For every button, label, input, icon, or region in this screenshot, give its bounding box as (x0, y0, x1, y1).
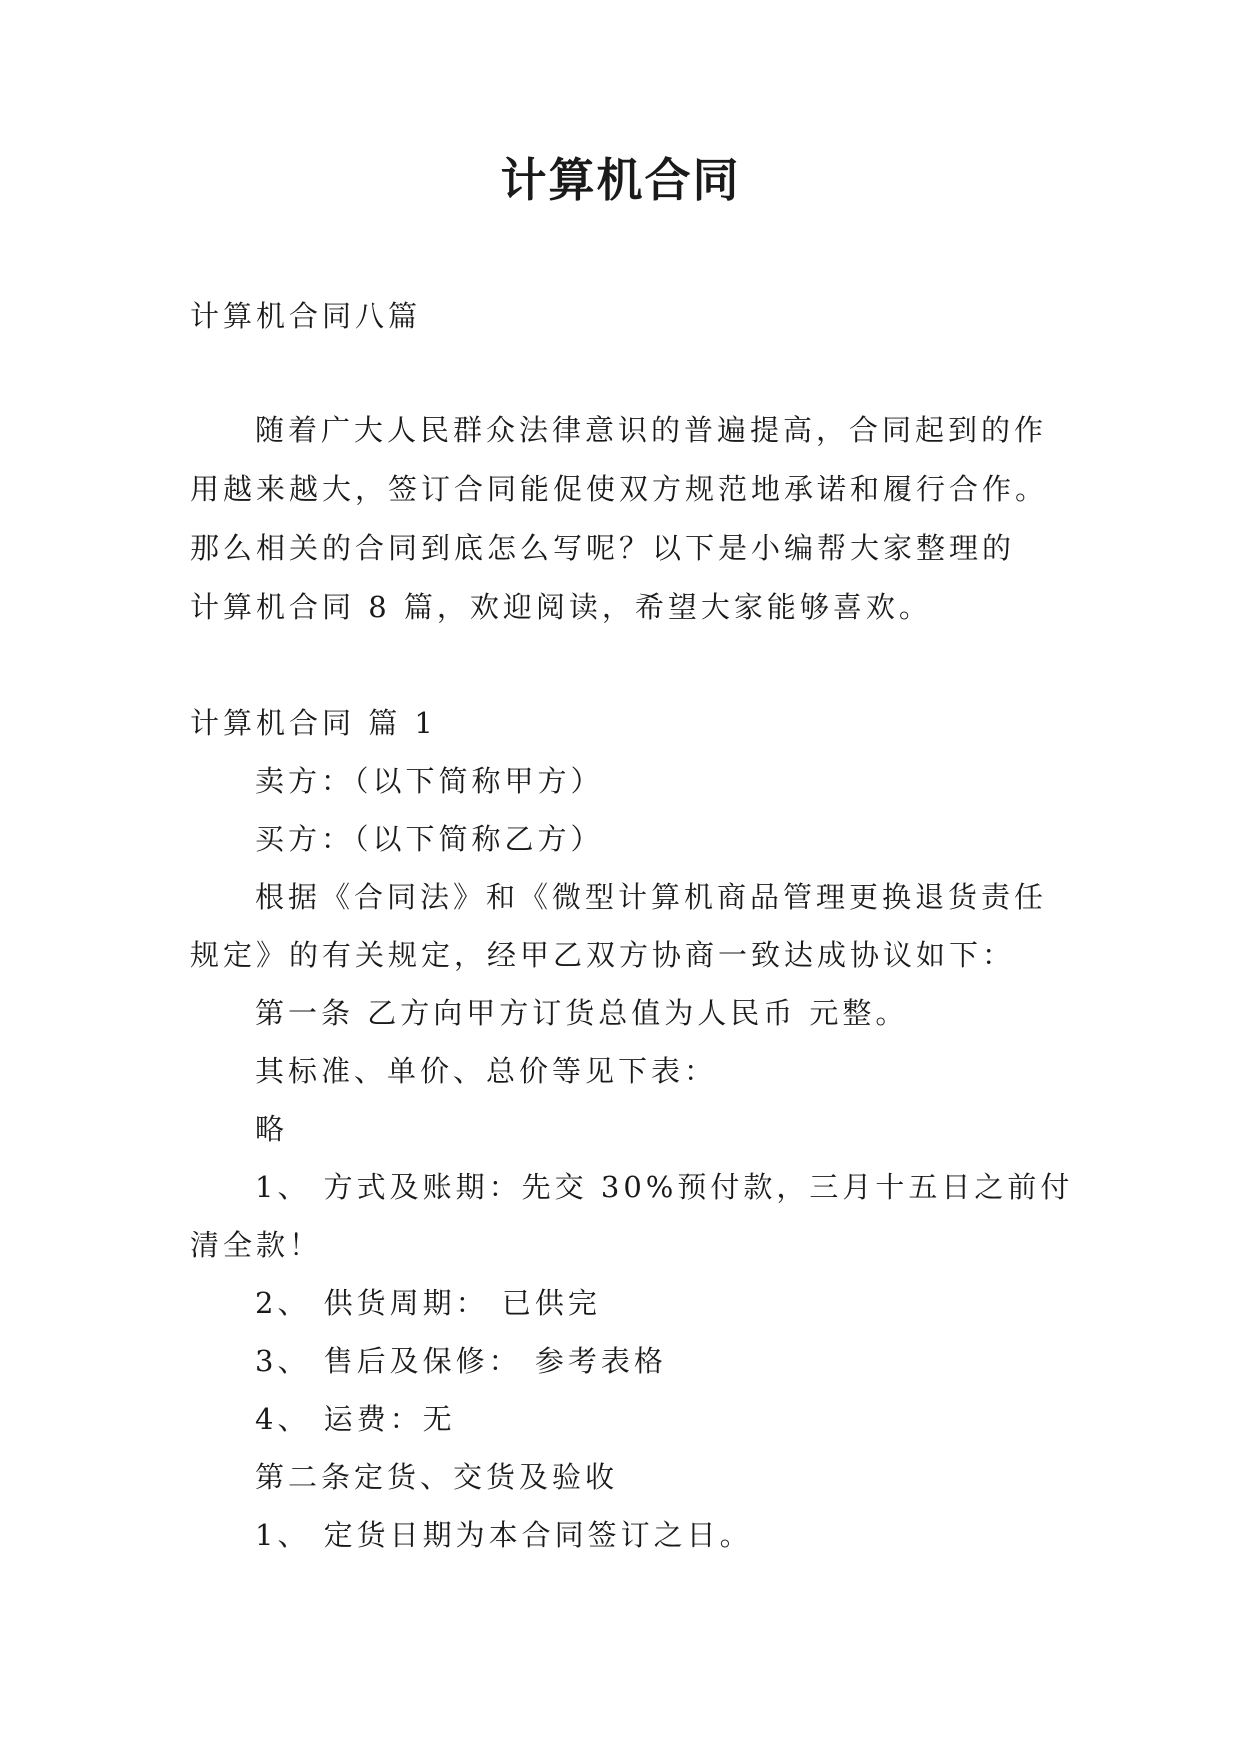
intro-line-4: 计算机合同 8 篇，欢迎阅读，希望大家能够喜欢。 (190, 590, 932, 624)
document-subtitle: 计算机合同八篇 (190, 299, 422, 333)
item-4-line: 4、 运费：无 (255, 1402, 456, 1436)
buyer-line: 买方：（以下简称乙方） (255, 822, 604, 856)
section-heading: 计算机合同 篇 1 (190, 706, 437, 740)
article-1-line: 第一条 乙方向甲方订货总值为人民币 元整。 (255, 996, 909, 1030)
article-2-item-1: 1、 定货日期为本合同签订之日。 (255, 1518, 753, 1552)
item-1-line-2: 清全款！ (190, 1228, 323, 1262)
omitted-line: 略 (255, 1112, 289, 1146)
basis-line-1: 根据《合同法》和《微型计算机商品管理更换退货责任 (255, 880, 1048, 914)
document-title: 计算机合同 (500, 153, 741, 207)
standard-line: 其标准、单价、总价等见下表： (255, 1054, 718, 1088)
intro-line-1: 随着广大人民群众法律意识的普遍提高，合同起到的作 (255, 413, 1048, 447)
intro-line-3: 那么相关的合同到底怎么写呢？以下是小编帮大家整理的 (190, 531, 1016, 565)
article-2-heading: 第二条定货、交货及验收 (255, 1460, 619, 1494)
item-2-line: 2、 供货周期： 已供完 (255, 1286, 601, 1320)
seller-line: 卖方：（以下简称甲方） (255, 764, 604, 798)
item-1-line-1: 1、 方式及账期：先交 30%预付款，三月十五日之前付 (255, 1170, 1074, 1204)
basis-line-2: 规定》的有关规定，经甲乙双方协商一致达成协议如下： (190, 938, 1016, 972)
item-3-line: 3、 售后及保修： 参考表格 (255, 1344, 667, 1378)
intro-line-2: 用越来越大，签订合同能促使双方规范地承诺和履行合作。 (190, 472, 1049, 506)
